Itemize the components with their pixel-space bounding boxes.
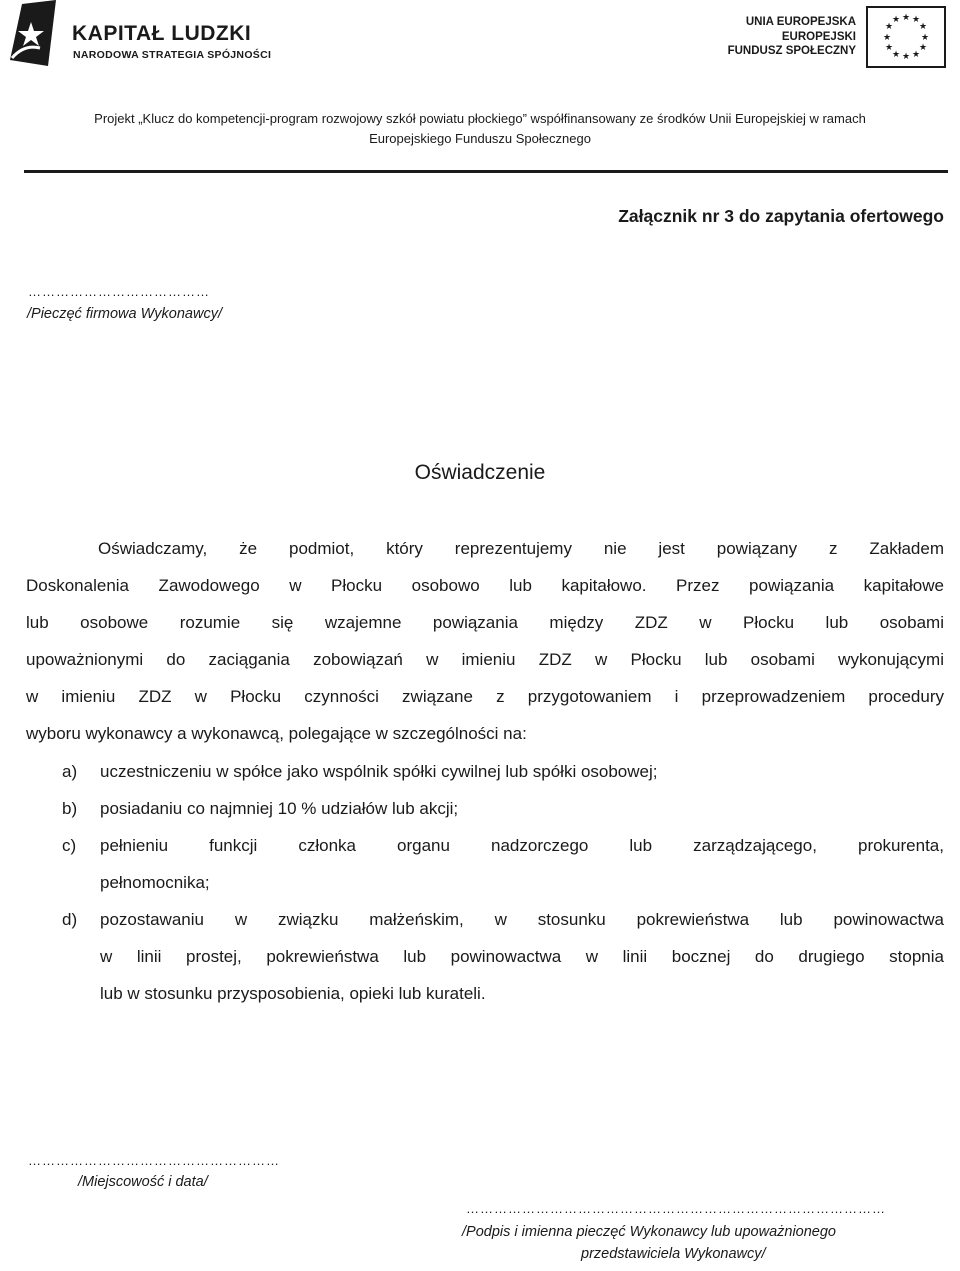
paragraph-line: lub osobowe rozumie się wzajemne powiązania między ZDZ w Płocku lub osobami bbox=[26, 613, 944, 632]
list-item-letter: b) bbox=[62, 799, 78, 818]
paragraph-line: upoważnionymi do zaciągania zobowiązań w imieniu ZDZ w Płocku lub osobami wykonującymi bbox=[26, 650, 944, 669]
svg-text:★: ★ bbox=[891, 15, 901, 25]
svg-text:★: ★ bbox=[882, 33, 892, 43]
svg-text:★: ★ bbox=[884, 43, 894, 53]
eu-logo-line: EUROPEJSKI bbox=[781, 30, 856, 43]
list-item-text: pozostawaniu w związku małżeńskim, w stosunku pokrewieństwa lub powinowactwa bbox=[100, 910, 944, 929]
list-item-text: pełnieniu funkcji członka organu nadzorczego lub zarządzającego, prokurenta, bbox=[100, 836, 944, 855]
list-item-text: posiadaniu co najmniej 10 % udziałów lub akcji; bbox=[100, 799, 459, 818]
eu-logo-line: FUNDUSZ SPOŁECZNY bbox=[727, 45, 856, 57]
kapital-ludzki-title: KAPITAŁ LUDZKI bbox=[72, 22, 252, 45]
eu-flag-icon bbox=[866, 6, 946, 68]
annex-title: Załącznik nr 3 do zapytania ofertowego bbox=[618, 206, 944, 226]
list-item-text: w linii prostej, pokrewieństwa lub powinowactwa w linii bocznej do drugiego stopnia bbox=[100, 947, 944, 966]
signature-label-line: /Podpis i imienna pieczęć Wykonawcy lub upoważnionego bbox=[462, 1224, 836, 1240]
paragraph-line: wyboru wykonawcy a wykonawcą, polegające w szczególności na: bbox=[26, 724, 527, 743]
list-item-text: lub w stosunku przysposobienia, opieki lub kurateli. bbox=[100, 984, 486, 1003]
stamp-label: /Pieczęć firmowa Wykonawcy/ bbox=[27, 306, 222, 322]
stamp-dotted-line: ………………………………… bbox=[28, 284, 210, 299]
signature-dotted-line: ……………………………………………………………………………… bbox=[466, 1201, 886, 1216]
svg-text:★: ★ bbox=[891, 50, 901, 60]
document-title: Oświadczenie bbox=[414, 461, 546, 484]
list-item-letter: a) bbox=[62, 762, 78, 781]
svg-text:★: ★ bbox=[884, 22, 894, 32]
svg-text:★: ★ bbox=[920, 33, 930, 43]
project-description-line: Projekt „Klucz do kompetencji-program rozwojowy szkół powiatu płockiego” współfinansowany ze środków Unii Europejskiej w ramach bbox=[94, 111, 866, 126]
paragraph-line: w imieniu ZDZ w Płocku czynności związane z przygotowaniem i przeprowadzeniem procedury bbox=[26, 687, 944, 706]
eu-logo-text bbox=[728, 15, 856, 59]
svg-text:★: ★ bbox=[911, 50, 921, 60]
list-item-letter: c) bbox=[62, 836, 77, 855]
svg-text:★: ★ bbox=[901, 52, 911, 62]
signature-label-line: przedstawiciela Wykonawcy/ bbox=[581, 1246, 766, 1262]
eu-logo-line: UNIA EUROPEJSKA bbox=[745, 16, 856, 28]
list-item-letter: d) bbox=[62, 910, 78, 929]
paragraph-line: Doskonalenia Zawodowego w Płocku osobowo lub kapitałowo. Przez powiązania kapitałowe bbox=[26, 576, 944, 595]
list-item-text: pełnomocnika; bbox=[100, 873, 210, 892]
place-date-label: /Miejscowość i data/ bbox=[78, 1174, 208, 1190]
svg-text:★: ★ bbox=[911, 15, 921, 25]
paragraph-line: Oświadczamy, że podmiot, który reprezentujemy nie jest powiązany z Zakładem bbox=[98, 539, 944, 558]
svg-text:★: ★ bbox=[918, 22, 928, 32]
list-item-text: uczestniczeniu w spółce jako wspólnik spółki cywilnej lub spółki osobowej; bbox=[100, 762, 658, 781]
header-divider bbox=[24, 170, 948, 173]
place-date-dotted-line: ……………………………………………… bbox=[28, 1153, 280, 1168]
project-description-line: Europejskiego Funduszu Społecznego bbox=[369, 131, 591, 146]
kapital-ludzki-emblem-icon bbox=[4, 0, 66, 68]
svg-text:★: ★ bbox=[918, 43, 928, 53]
kapital-ludzki-subtitle: NARODOWA STRATEGIA SPÓJNOŚCI bbox=[73, 49, 272, 61]
svg-text:★: ★ bbox=[901, 13, 911, 23]
